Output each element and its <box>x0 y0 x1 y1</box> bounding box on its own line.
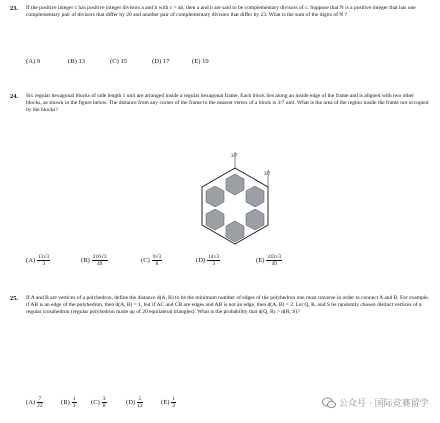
answer-choices <box>26 58 430 72</box>
choice-c[interactable]: (C) $\frac{9√3}{8}$ <box>141 254 162 268</box>
choice-c[interactable]: (C) $\frac{3}{8}$ <box>91 396 106 410</box>
choice-b[interactable]: (B) 13 <box>68 58 86 65</box>
wechat-icon <box>322 397 336 409</box>
problem-23 <box>0 5 440 85</box>
choice-b[interactable]: (B) $\frac{216√3}{49}$ <box>81 254 107 268</box>
answer-choices <box>26 254 430 270</box>
choice-e[interactable]: (E) $\frac{243√3}{49}$ <box>256 254 282 268</box>
problem-text: Six regular hexagonal blocks of side length 1 unit are arranged inside a regular hexagonal frame. Each block lies along an inside edge of the frame and is aligned with two other blocks, as shown in the figure below. The distance from any corner of the frame to the nearest vertex of a block is 3/7 unit. What is the area of the region inside the frame not occupied by the blocks? <box>26 93 429 113</box>
choice-e[interactable]: (E) 19 <box>192 58 209 65</box>
choice-c[interactable]: (C) 15 <box>110 58 128 65</box>
watermark-text: 公众号 · 国际竞赛留学 <box>339 399 429 409</box>
choice-e[interactable]: (E) $\frac{1}{2}$ <box>161 396 176 410</box>
watermark <box>322 396 434 412</box>
problem-number: 24. <box>10 93 18 100</box>
choice-a[interactable]: (A) 9 <box>26 58 41 65</box>
figure-label-right: 3/7 <box>264 172 271 177</box>
problem-number: 23. <box>10 5 18 12</box>
choice-a[interactable]: (A) $\frac{13√3}{3}$ <box>26 254 50 268</box>
problem-text: If A and B are vertices of a polyhedron, define the distance d(A, B) to be the minimum number of edges of the polyhedron one must traverse in order to connect A and B. For example, if AB is an edge of the polyhedron, then d(A, B) = 1, but if AC and CB are edges and AB is not an edge, then d(A, B) = 2. Let Q, R, and S be randomly chosen distinct vertices of a regular icosahedron (regular polyhedron made up of 20 equilateral triangles). What is the probability that d(Q, R) > d(R, S)? <box>26 295 430 315</box>
problem-text: If the positive integer c has positive integer divisors a and b with c = ab, then a and b are said to be complementary divisors of c. Suppose that N is a positive integer that has one complementary pair of divisors that differ by 20 and another pair of complementary divisors that differ by 23. What is the sum of the digits of N ? <box>26 5 416 18</box>
problem-number: 25. <box>10 295 18 302</box>
choice-d[interactable]: (D) $\frac{14√3}{3}$ <box>196 254 220 268</box>
choice-d[interactable]: (D) 17 <box>152 58 170 65</box>
choice-b[interactable]: (B) $\frac{1}{3}$ <box>61 396 76 410</box>
figure-label-top: 3/7 <box>231 154 238 159</box>
choice-d[interactable]: (D) $\frac{5}{12}$ <box>126 396 143 410</box>
choice-a[interactable]: (A) $\frac{7}{22}$ <box>26 396 43 410</box>
